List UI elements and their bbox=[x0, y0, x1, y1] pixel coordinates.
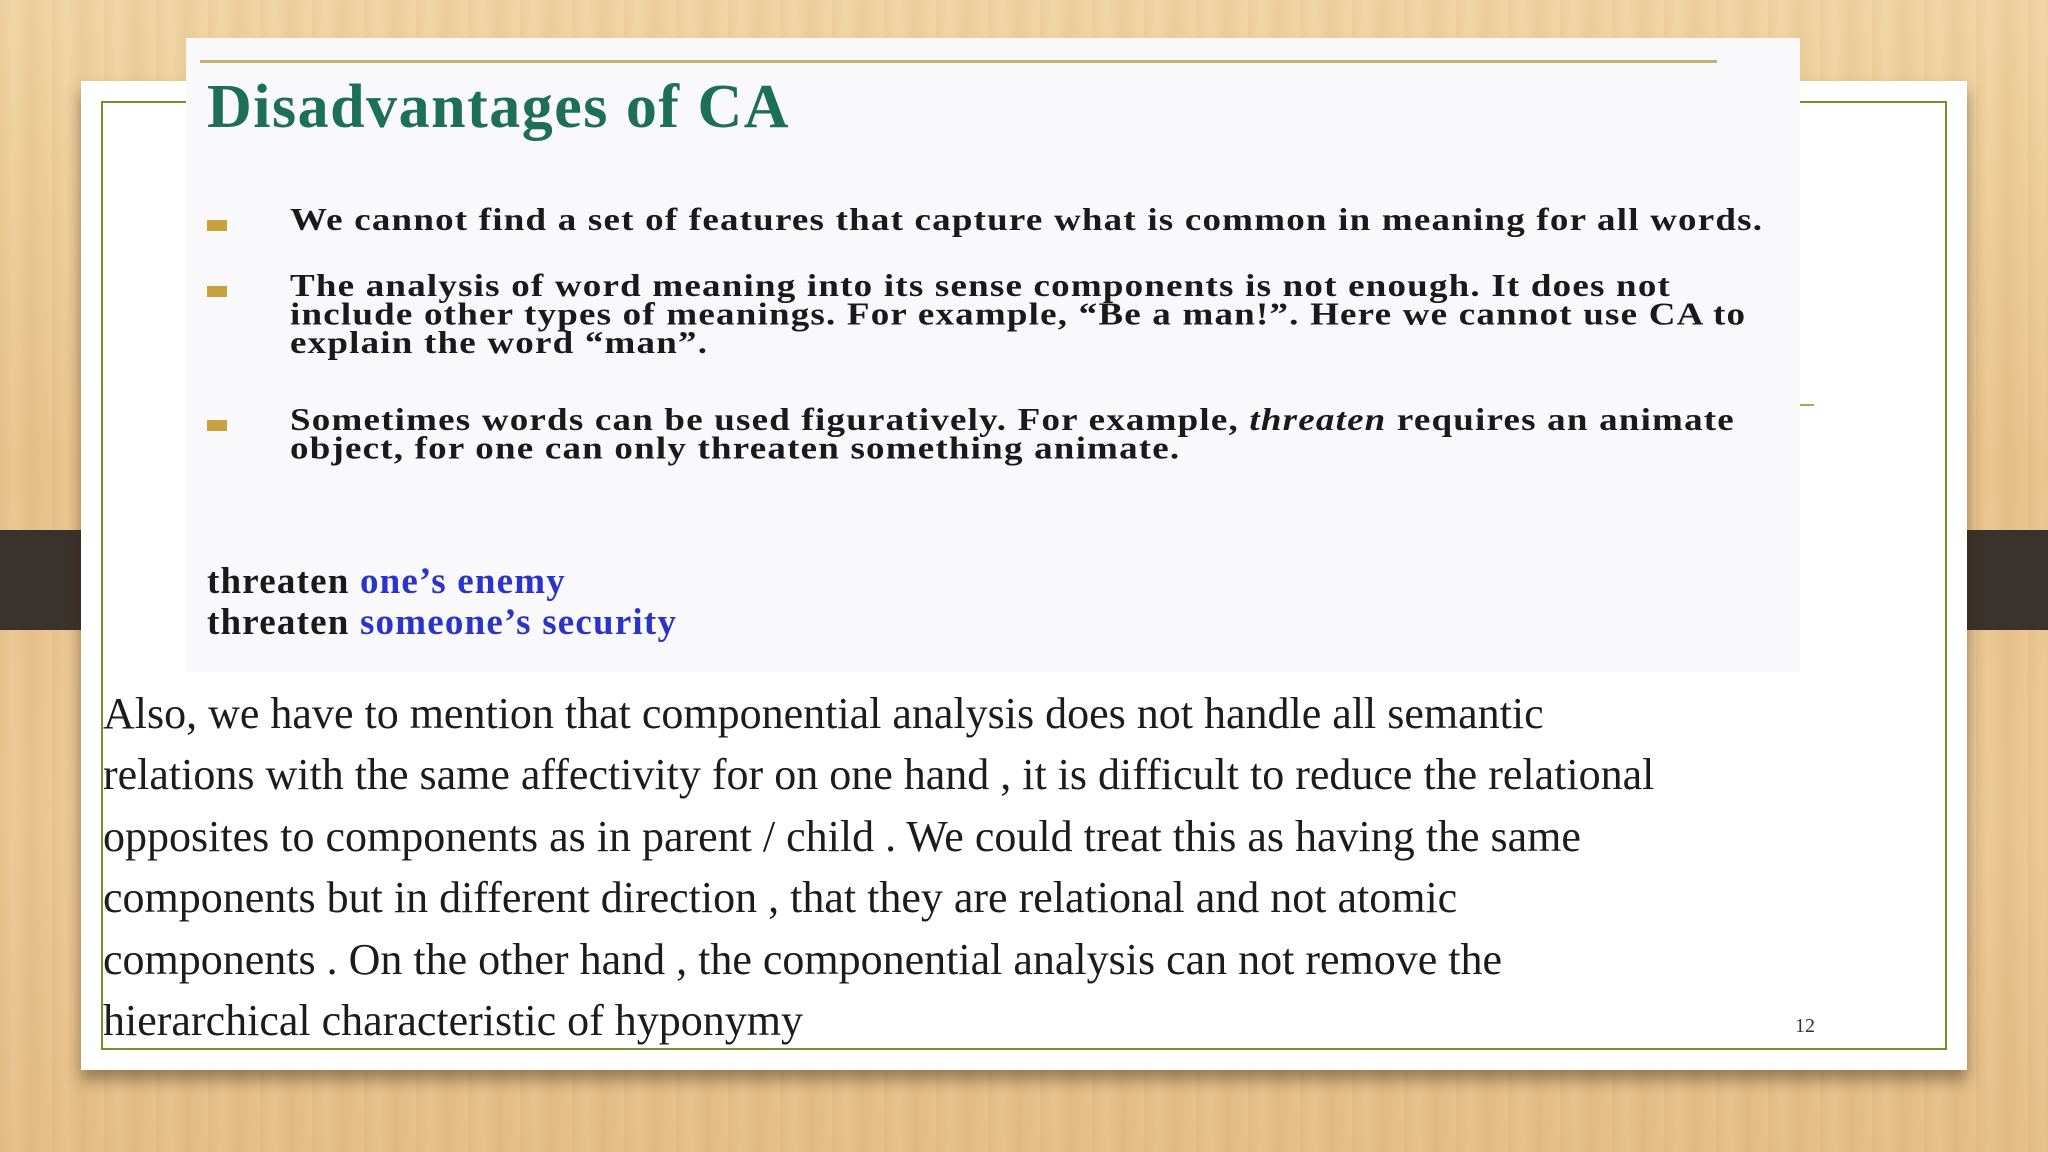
frame-accent-line bbox=[1798, 404, 1814, 406]
example-object: one’s enemy bbox=[359, 561, 566, 602]
body-line: components . On the other hand , the componential analysis can not remove the bbox=[103, 934, 1503, 984]
bullet-text bbox=[290, 402, 1770, 467]
body-line: relations with the same affectivity for on one hand , it is difficult to reduce the relational bbox=[103, 750, 1655, 800]
bullet-text-lead: Sometimes words can be used figuratively. For example, bbox=[290, 402, 1239, 438]
page-number: 12 bbox=[1795, 1015, 1815, 1037]
bullet-text-rest: requires an animate object, for one can only threaten something animate. bbox=[290, 402, 1735, 467]
body-line: opposites to components as in parent / child . We could treat this as having the same bbox=[103, 811, 1581, 861]
embedded-slide-image bbox=[186, 38, 1800, 672]
bullet-text-italic: threaten bbox=[1249, 402, 1387, 438]
example-verb: threaten bbox=[207, 561, 350, 602]
example-object: someone’s security bbox=[359, 602, 678, 643]
body-line: components but in different direction , that they are relational and not atomic bbox=[103, 873, 1458, 923]
bullet-marker-icon bbox=[207, 220, 227, 231]
example-verb: threaten bbox=[207, 602, 350, 643]
example-phrase bbox=[207, 601, 677, 644]
embedded-heading: Disadvantages of CA bbox=[207, 73, 791, 141]
bullet-marker-icon bbox=[207, 286, 227, 297]
body-line: hierarchical characteristic of hyponymy bbox=[103, 996, 804, 1046]
example-phrase bbox=[207, 560, 566, 603]
bullet-text: We cannot find a set of features that capture what is common in meaning for all words. bbox=[290, 202, 1764, 238]
bullet-text: The analysis of word meaning into its sense components is not enough. It does not include other types of meanings. For example, “Be a man!”. Here we cannot use CA to explain the word “man”. bbox=[290, 268, 1747, 361]
heading-rule bbox=[200, 60, 1717, 63]
slide-body-text bbox=[103, 683, 1863, 1051]
body-line: Also, we have to mention that componential analysis does not handle all semantic bbox=[103, 689, 1544, 738]
bullet-marker-icon bbox=[207, 420, 227, 431]
